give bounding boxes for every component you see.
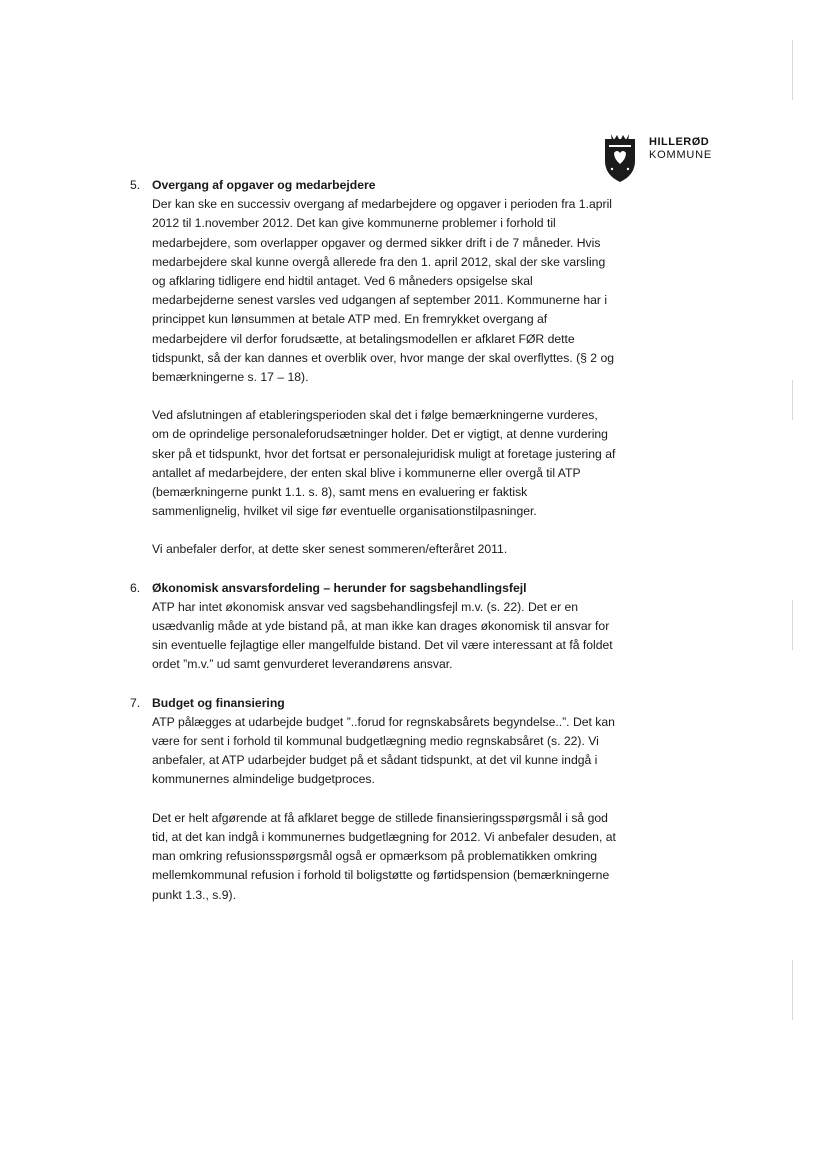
section-title: Økonomisk ansvarsfordeling – herunder for sagsbehandlingsfejl — [152, 580, 527, 595]
scan-edge-line — [792, 600, 793, 650]
paragraph: Ved afslutningen af etableringsperioden skal det i følge bemærkningerne vurderes, om de oprindelige personaleforudsætninger holder. Det er vigtigt, at denne vurdering sker på et tidspunkt, hvor det fortsat er personalejuridisk muligt at foretage justering af antallet af medarbejdere, der enten skal blive i kommunerne eller overgå til ATP (bemærkningerne punkt 1.1. s. 8), samt mens en evaluering er faktisk sammenlignelig, hvilket vil sige før eventuelle organisationstilpasninger. — [152, 408, 616, 519]
paragraph: ATP pålægges at udarbejde budget ”..forud for regnskabsårets begyndelse..”. Det kan være for sent i forhold til kommunal budgetlægning medio regnskabsåret (s. 22). Vi anbefaler, at ATP udarbejder budget på et sådant tidspunkt, at det vil kunne indgå i kommunernes almindelige budgetproces. — [152, 714, 615, 787]
paragraph: Vi anbefaler derfor, at dette sker senest sommeren/efteråret 2011. — [152, 542, 508, 557]
section-number: 6. — [130, 580, 141, 595]
scan-edge-line — [792, 960, 793, 1020]
section-number: 7. — [130, 695, 141, 710]
hillerod-kommune-logo — [603, 131, 721, 187]
document-body — [118, 176, 618, 924]
paragraph: ATP har intet økonomisk ansvar ved sagsbehandlingsfejl m.v. (s. 22). Det er en usædvanlig måde at yde bistand på, at man ikke kan drages økonomisk til ansvar for sin eventuelle fejlagtige eller mangelfulde bistand. Det vil være interessant at få foldet ordet ”m.v.” ud samt genvurderet leverandørens ansvar. — [152, 599, 613, 672]
section-5 — [118, 176, 618, 560]
scan-edge-line — [792, 380, 793, 420]
scan-edge-line — [792, 40, 793, 100]
section-title: Overgang af opgaver og medarbejdere — [152, 178, 376, 192]
logo-line-2: KOMMUNE — [649, 149, 713, 161]
section-7 — [118, 694, 618, 905]
section-6 — [118, 579, 618, 675]
logo-line-1: HILLERØD — [649, 136, 710, 148]
section-number: 5. — [130, 178, 141, 192]
paragraph: Der kan ske en successiv overgang af medarbejdere og opgaver i perioden fra 1.april 2012 til 1.november 2012. Det kan give kommunerne problemer i forhold til medarbejdere, som overlapper opgaver og dermed sikker drift i de 7 måneder. Hvis medarbejdere skal kunne overgå allerede fra den 1. april 2012, skal der ske varsling og afklaring tidligere end hidtil antaget. Ved 6 måneders opsigelse skal medarbejderne senest varsles ved udgangen af september 2011. Kommunerne har i princippet kun lønsummen at betale ATP med. En fremrykket overgang af medarbejdere vil derfor forudsætte, at betalingsmodellen er afklaret FØR dette tidspunkt, så der kan dannes et overblik over, hvor mange der skal overflyttes. (§ 2 og bemærkningerne s. 17 – 18). — [152, 197, 615, 385]
paragraph: Det er helt afgørende at få afklaret begge de stillede finansieringsspørgsmål i så god tid, at det kan indgå i kommunernes budgetlægning for 2012. Vi anbefaler desuden, at man omkring refusionsspørgsmål også er opmærksom på problematikken omkring mellemkommunal refusion i forhold til boligstøtte og førtidspension (bemærkningerne punkt 1.3., s.9). — [152, 810, 616, 902]
section-title: Budget og finansiering — [152, 695, 285, 710]
